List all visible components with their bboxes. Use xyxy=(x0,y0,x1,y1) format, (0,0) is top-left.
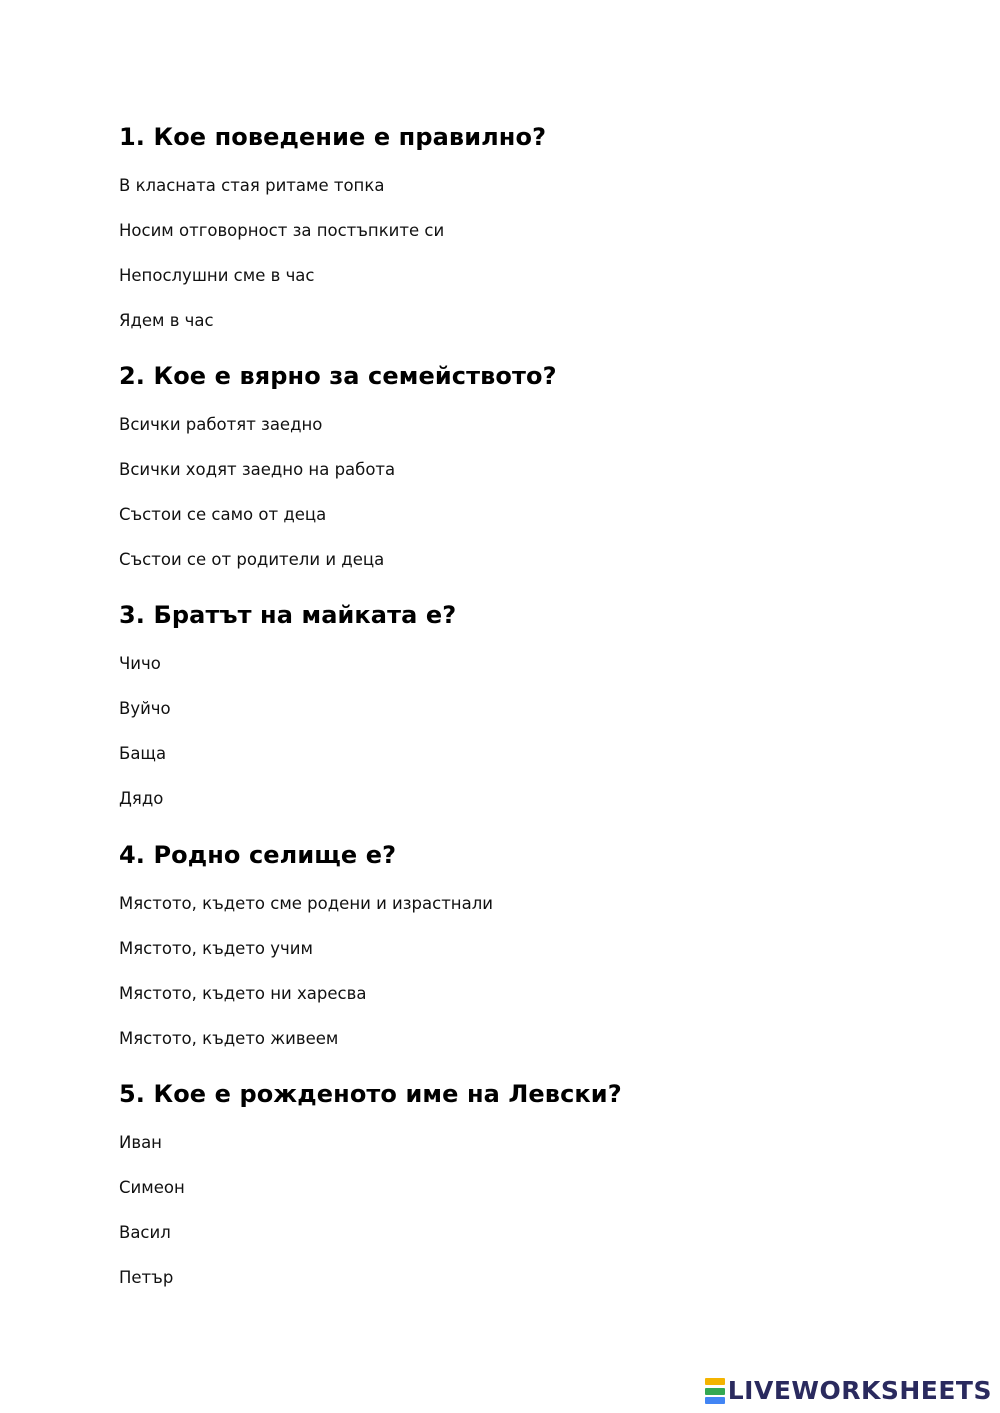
question-title: 3. Братът на майката е? xyxy=(119,601,457,629)
logo-bar-3 xyxy=(705,1397,725,1404)
answer-options xyxy=(119,1132,939,1289)
question-title: 1. Кое поведение е правилно? xyxy=(119,123,547,151)
answer-option[interactable]: Дядо xyxy=(119,789,164,808)
answer-option[interactable]: Носим отговорност за постъпките си xyxy=(119,221,445,240)
answer-option[interactable]: Мястото, където учим xyxy=(119,939,313,958)
answer-option[interactable]: Непослушни сме в час xyxy=(119,266,315,285)
answer-option[interactable]: Петър xyxy=(119,1268,174,1287)
answer-option[interactable]: Ядем в час xyxy=(119,311,214,330)
question-3 xyxy=(119,600,939,833)
brand-name: LIVEWORKSHEETS xyxy=(727,1376,992,1405)
answer-options xyxy=(119,653,939,810)
answer-option[interactable]: Баща xyxy=(119,744,167,763)
liveworksheets-logo xyxy=(705,1376,992,1406)
question-title: 2. Кое е вярно за семейството? xyxy=(119,362,557,390)
answer-option[interactable]: Васил xyxy=(119,1223,171,1242)
answer-option[interactable]: Симеон xyxy=(119,1178,185,1197)
answer-option[interactable]: Иван xyxy=(119,1133,162,1152)
logo-bar-2 xyxy=(705,1388,725,1395)
answer-option[interactable]: Всички ходят заедно на работа xyxy=(119,460,396,479)
answer-option[interactable]: Вуйчо xyxy=(119,699,171,718)
liveworksheets-mark-icon xyxy=(705,1378,725,1404)
question-4 xyxy=(119,840,939,1073)
logo-bar-1 xyxy=(705,1378,725,1385)
answer-option[interactable]: Мястото, където сме родени и израстнали xyxy=(119,894,493,913)
answer-option[interactable]: Мястото, където живеем xyxy=(119,1029,339,1048)
question-2 xyxy=(119,361,939,594)
question-title: 4. Родно селище е? xyxy=(119,841,397,869)
answer-option[interactable]: Състои се от родители и деца xyxy=(119,550,385,569)
question-5 xyxy=(119,1079,939,1312)
answer-options xyxy=(119,414,939,571)
answer-option[interactable]: Мястото, където ни харесва xyxy=(119,984,367,1003)
answer-option[interactable]: Чичо xyxy=(119,654,161,673)
question-1 xyxy=(119,122,939,355)
question-title: 5. Кое е рожденото име на Левски? xyxy=(119,1080,622,1108)
answer-option[interactable]: В класната стая ритаме топка xyxy=(119,176,385,195)
answer-option[interactable]: Състои се само от деца xyxy=(119,505,327,524)
answer-options xyxy=(119,893,939,1050)
answer-option[interactable]: Всички работят заедно xyxy=(119,415,323,434)
answer-options xyxy=(119,175,939,332)
